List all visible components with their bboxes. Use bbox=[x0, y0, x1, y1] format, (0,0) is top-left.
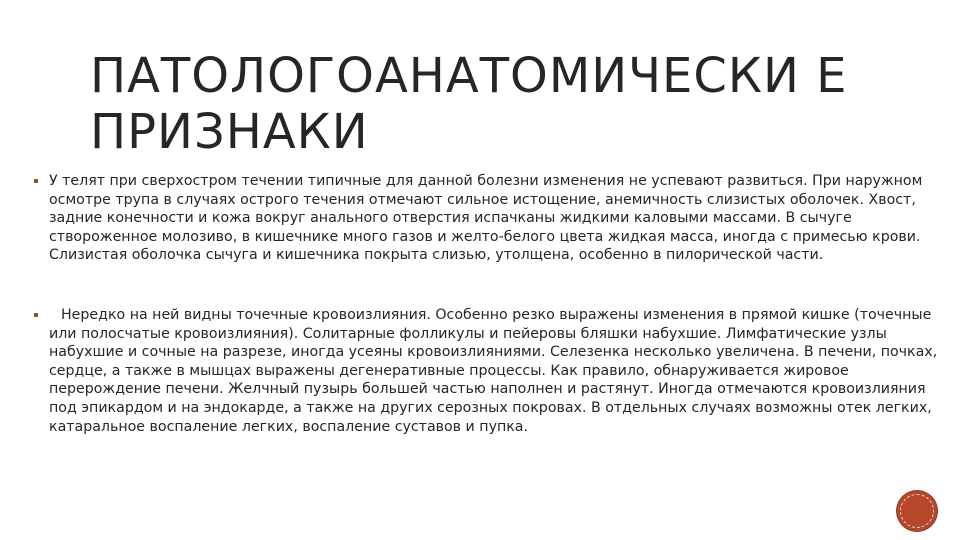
square-bullet-icon bbox=[34, 179, 38, 183]
square-bullet-icon bbox=[34, 313, 38, 317]
bullet-text: Нередко на ней видны точечные кровоизлияния. Особенно резко выражены изменения в прямой кишке (точечные или полосчатые кровоизлияния). Солитарные фолликулы и пейеровы бляшки набухшие. Лимфатические узлы набухшие и сочные на разрезе, иногда усеяны кровоизлияниями. Селезенка несколько увеличена. В печени, почках, сердце, а также в мышцах выражены дегенеративные процессы. Как правило, обнаруживается жировое перерождение печени. Желчный пузырь большей частью наполнен и растянут. Иногда отмечаются кровоизлияния под эпикардом и на эндокарде, а также на других серозных покровах. В отдельных случаях возможны отек легких, катаральное воспаление легких, воспаление суставов и пупка. bbox=[49, 306, 938, 435]
slide-title: ПАТОЛОГОАНАТОМИЧЕСКИ Е ПРИЗНАКИ bbox=[90, 48, 848, 160]
bullet-item bbox=[34, 172, 939, 265]
bullet-item bbox=[34, 306, 939, 436]
slide-number-badge bbox=[897, 491, 937, 531]
bullet-list bbox=[34, 172, 939, 436]
bullet-text: У телят при сверхостром течении типичные для данной болезни изменения не успевают развиться. При наружном осмотре трупа в случаях острого течения отмечают сильное истощение, анемичность слизистых оболочек. Хвост, задние конечности и кожа вокруг анального отверстия испачканы жидкими каловыми массами. В сычуге створоженное молозиво, в кишечнике много газов и желто-белого цвета жидкая масса, иногда с примесью крови. Слизистая оболочка сычуга и кишечника покрыта слизью, утолщена, особенно в пилорической части. bbox=[49, 173, 923, 264]
